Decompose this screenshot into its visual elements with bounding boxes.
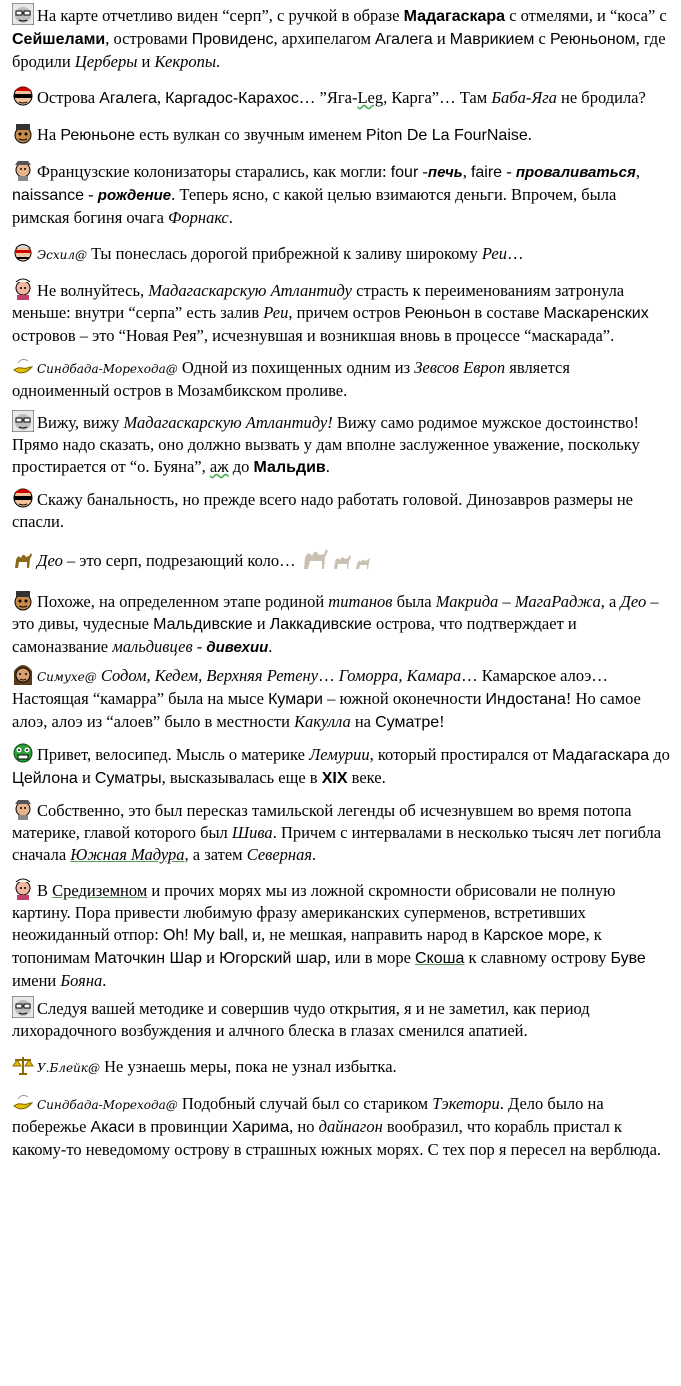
place-name: Маточкин Шар [94,950,202,967]
place-name: Скоша [415,950,465,967]
glasses-man-icon [12,3,34,25]
text: - [192,637,207,656]
myth-name: Содом, Кедем, Верхняя Ретену [100,666,319,685]
post-15 [12,878,671,992]
text: страсть к переименованиям затронула меньше: внутри “серпа” есть залив [12,281,625,322]
text: есть вулкан со звучным именем [135,125,366,144]
myth-name: Тэкетори [432,1094,500,1113]
text: Похоже, на определенном этапе родиной [37,592,329,611]
myth-name: Кекропы [154,52,216,71]
magic-lamp-icon [12,355,34,377]
text: к славному острову [464,948,611,967]
text: Вижу, вижу [37,413,124,432]
place-name: Акаси [90,1119,135,1136]
text: , или в море [326,948,416,967]
text: Следуя вашей методике и совершив чудо открытия, я и не заметил, как период лихорадочного возбуждения и алчного блеска в глазах сменился апатией. [12,999,590,1040]
post-5 [12,241,671,266]
post-2 [12,85,671,110]
text: На карте отчетливо виден “серп”, с ручкой в образе [37,6,404,25]
place-name: Буве [610,950,646,967]
magic-lamp-icon [12,1091,34,1113]
text: острова, что подтверждает и самоназвание [12,614,577,656]
glasses-man-icon [12,996,34,1018]
text: ! Но самое алоэ, алоэ из “алоев” было в местности [12,689,641,731]
text: , Карга”… Там [383,88,492,107]
myth-name: МагаРаджа [514,592,601,611]
volcano-name: Piton De La FourNaise [365,127,528,144]
post-14 [12,798,671,866]
place-name: Маскаренских [543,305,649,322]
myth-name: Зевсов Европ [414,358,506,377]
post-3 [12,122,671,147]
text: . [527,125,532,144]
place-name: Суматры [94,770,162,787]
text: и [201,948,220,967]
text: . Причем с интервалами в несколько тысяч лет погибла сначала [12,823,662,864]
myth-name: Шива [231,823,273,842]
nurse-icon [12,798,34,820]
translation: рождение [97,187,172,204]
text: , но [289,1117,319,1136]
green-monster-icon [12,742,34,764]
nickname: Синдбада-Морехода@ [37,1098,178,1112]
text: . Теперь ясно, с какой целью взимаются деньги. Впрочем, была римская богиня очага [12,185,617,227]
translation: печь [427,164,463,181]
text: На [37,125,61,144]
text: , архипелагом [273,29,376,48]
sailor-icon [12,122,34,144]
text: . [268,637,273,656]
place-name: Харима [231,1119,290,1136]
text: Не волнуйтесь, [37,281,149,300]
text: и [77,768,95,787]
myth-name: дайнагон [318,1117,383,1136]
nickname: Симухе@ [37,670,97,684]
text: веке. [347,768,386,787]
post-12 [12,663,671,734]
text: , а [600,592,621,611]
text: , причем остров [288,303,405,322]
english-phrase: Oh! My ball [162,927,244,944]
place-name: Югорский шар [219,950,327,967]
text: - [84,185,98,204]
text: в провинции [134,1117,232,1136]
myth-name: Северная [246,845,313,864]
century: XIX [321,770,348,787]
scholar-icon [12,878,34,900]
hatted-man-icon [12,241,34,263]
text: Подобный случай был со стариком [177,1094,433,1113]
myth-name: Лемурии [309,745,370,764]
myth-name: Гоморра, Камара [338,666,462,685]
place-name: Индостана [485,691,566,708]
nurse-icon [12,159,34,181]
scales-icon [12,1054,34,1076]
place-name: Мадагаскара [552,747,650,764]
post-18 [12,1091,671,1161]
post-11 [12,589,671,659]
scholar-icon [12,278,34,300]
text: … Камарское алоэ… Настоящая “камарра” была на мысе [12,666,608,708]
text: ! [439,712,445,731]
camels-icon [302,545,378,577]
myth-name: Форнакс [168,208,229,227]
myth-name: Церберы [74,52,138,71]
place-name: Мадагаскара [403,8,506,25]
text: , островами [105,29,192,48]
text: . [216,52,221,71]
myth-name: Мадагаскарскую Атлантиду! [123,413,333,432]
text: является одноименный остров в Мозамбикском проливе. [12,358,570,400]
french-word: naissance [12,187,85,204]
text: и [252,614,270,633]
text: до [649,745,670,764]
text: и [432,29,450,48]
place-name: Цейлона [12,770,78,787]
place-name: Реюньон [404,305,471,322]
text: и прочих морях мы из ложной скромности обрисовали не полную картину. Пора привести любимую фразу американских суперменов, встретивших неожиданный отпор: [12,881,616,944]
text: островов – это “Новая Рея”, исчезнувшая и возникшая вновь в процессе “маскарада”. [12,326,615,345]
myth-name: Южная Мадура [70,845,185,864]
post-1 [12,3,671,73]
text: Ты понеслась дорогой прибрежной к заливу широкому [87,244,482,263]
post-6 [12,278,671,347]
text: , а затем [184,845,247,864]
text: , [462,162,471,181]
text: … [506,244,524,263]
text: , высказывалась еще в [161,768,322,787]
post-7 [12,355,671,402]
text: . Дело было на побережье [12,1094,604,1136]
post-13 [12,742,671,790]
text: Привет, велосипед. Мысль о материке [37,745,310,764]
nickname: Синдбада-Морехода@ [37,362,178,376]
text: . [312,845,317,864]
post-10 [12,545,671,577]
text: – это серп, подрезающий коло… [62,551,296,570]
text: на [350,712,376,731]
text: до [228,457,254,476]
place-name: Реюньоне [60,127,136,144]
myth-name: Реи [263,303,289,322]
text: , [635,162,640,181]
place-name: Мальдивские [153,616,253,633]
nickname: У.Блейк@ [37,1061,100,1075]
text: … ”Яга- [298,88,358,107]
text: , и, не мешкая, направить народ в [243,925,484,944]
myth-name: титанов [328,592,393,611]
myth-name: Какулла [294,712,351,731]
french-word: faire [470,164,503,181]
post-17 [12,1054,671,1079]
myth-name: Део [37,551,63,570]
place-name: Провиденс [191,31,274,48]
text: Вижу само родимое мужское достоинство! Прямо надо сказать, оно должно вызвать у дам вполне заслуженное уважение, поскольку простирается от “о. Буяна”, [12,413,640,476]
nickname: Эсхил@ [37,248,88,262]
sailor-icon [12,589,34,611]
text: и [137,52,155,71]
text: - [418,162,428,181]
place-name: Кумари [268,691,323,708]
text: в составе [470,303,544,322]
translation: проваливаться [515,164,636,181]
place-name: Сейшелами [12,31,106,48]
text: , к топонимам [12,925,602,967]
text: . [102,971,107,990]
place-name: Агалега [99,90,157,107]
text: не бродила? [556,88,646,107]
text: , который простирался от [369,745,553,764]
post-16 [12,996,671,1042]
post-4 [12,159,671,229]
myth-name: Реи [481,244,507,263]
text: была [392,592,436,611]
text: , [156,88,166,107]
myth-name: Део [620,592,647,611]
text: – южной оконечности [322,689,486,708]
place-name: Карское море [483,927,586,944]
text: . [325,457,330,476]
long-hair-icon [12,663,34,685]
text: Не узнаешь меры, пока не узнал избытка. [99,1057,397,1076]
text: Французские колонизаторы старались, как могли: [37,162,391,181]
text: - [502,162,516,181]
translation: дивехии [206,639,269,656]
myth-name: Бояна [60,971,103,990]
text: Скажу банальность, но прежде всего надо работать головой. Динозавров размеры не спасли. [12,490,633,531]
camel-icon [12,548,34,570]
post-9 [12,487,671,533]
myth-name: Мадагаскарскую Атлантиду [148,281,353,300]
text: Острова [37,88,100,107]
myth-name: Макрида [435,592,499,611]
text: имени [12,971,61,990]
text: В [37,881,53,900]
text: – [498,592,515,611]
place-name: Суматре [375,714,440,731]
glasses-man-icon [12,410,34,432]
text: , где бродили [12,29,666,71]
myth-name: мальдивцев [112,637,193,656]
text: вообразил, что корабль пристал к какому-то неведомому острову в страшных южных морях. С тех пор я пересел на верблюда. [12,1117,662,1159]
masked-man-icon [12,487,34,509]
place-name: Каргадос-Карахос [165,90,299,107]
place-name: Лаккадивские [269,616,372,633]
text: Средиземном [52,881,148,900]
text: с [534,29,550,48]
place-name: Реюньоном [549,31,636,48]
text: Собственно, это был пересказ тамильской легенды об исчезнувшем во время потопа материке, главой которого был [12,801,632,842]
text: Одной из похищенных одним из [177,358,415,377]
place-name: Агалега [375,31,433,48]
text: с отмелями, и “коса” с [505,6,667,25]
place-name: Мальдив [253,459,326,476]
place-name: Маврикием [449,31,535,48]
text: Leg [357,88,384,107]
myth-name: Баба-Яга [491,88,557,107]
post-8 [12,410,671,479]
french-word: four [390,164,419,181]
text: аж [209,457,229,476]
text: … [318,666,339,685]
masked-man-icon [12,85,34,107]
text: . [228,208,233,227]
text: – это дивы, чудесные [12,592,659,633]
